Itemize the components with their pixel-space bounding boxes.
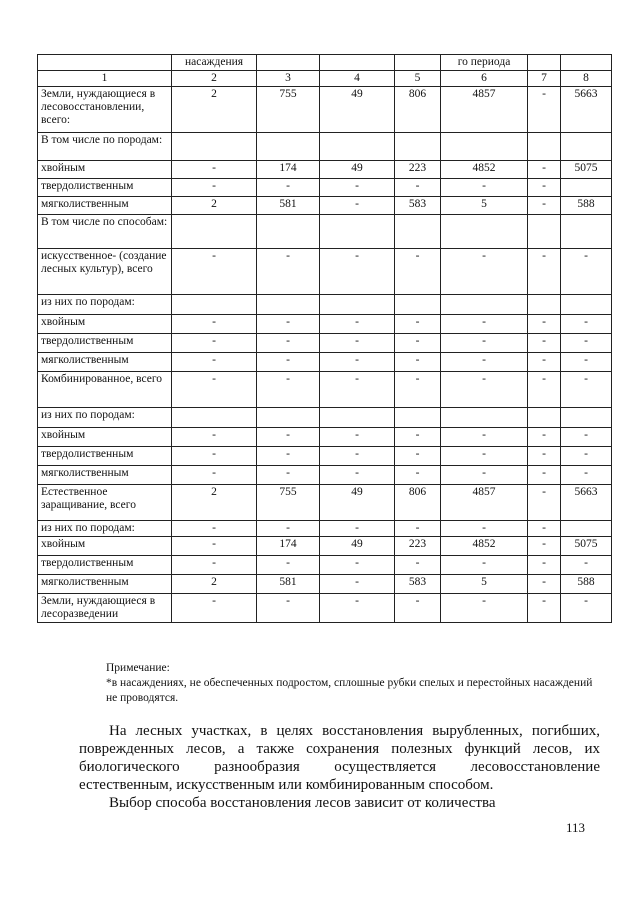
column-number-cell: 7 — [528, 71, 561, 87]
table-cell: 2 — [172, 87, 257, 133]
table-cell: - — [320, 594, 395, 623]
table-cell: - — [320, 466, 395, 485]
table-cell: - — [395, 447, 441, 466]
table-cell: - — [395, 353, 441, 372]
table-cell — [561, 295, 612, 315]
table-cell — [320, 133, 395, 161]
table-cell: - — [441, 466, 528, 485]
table-row — [38, 521, 612, 537]
table-cell — [528, 295, 561, 315]
table-row — [38, 466, 612, 485]
header-cell — [528, 55, 561, 71]
table-cell: - — [441, 179, 528, 197]
table-cell: - — [172, 161, 257, 179]
table-cell — [257, 295, 320, 315]
table-cell: - — [257, 594, 320, 623]
table-cell: - — [528, 334, 561, 353]
table-cell — [320, 215, 395, 249]
table-cell: 581 — [257, 575, 320, 594]
table-cell: - — [257, 428, 320, 447]
table-cell: - — [561, 556, 612, 575]
column-number-row — [38, 71, 612, 87]
table-cell: 49 — [320, 485, 395, 521]
table-cell: - — [172, 594, 257, 623]
table-cell: - — [172, 179, 257, 197]
table-cell — [172, 295, 257, 315]
table-cell: 5075 — [561, 537, 612, 556]
table-cell: - — [441, 556, 528, 575]
table-cell: - — [257, 179, 320, 197]
table-cell: - — [528, 372, 561, 408]
row-label: Естественное заращивание, всего — [38, 485, 172, 521]
table-cell: - — [528, 447, 561, 466]
table-cell: - — [395, 315, 441, 334]
header-cell — [257, 55, 320, 71]
table-cell: - — [441, 447, 528, 466]
table-cell: - — [320, 334, 395, 353]
table-cell: - — [561, 447, 612, 466]
table-row — [38, 249, 612, 295]
row-label: твердолиственным — [38, 334, 172, 353]
table-cell: - — [561, 594, 612, 623]
table-cell: - — [395, 334, 441, 353]
table-cell: 755 — [257, 87, 320, 133]
table-cell: - — [528, 197, 561, 215]
row-label: В том числе по породам: — [38, 133, 172, 161]
table-row — [38, 408, 612, 428]
table-cell: - — [172, 315, 257, 334]
table-cell — [257, 215, 320, 249]
table-cell: 2 — [172, 485, 257, 521]
row-label: твердолиственным — [38, 447, 172, 466]
table-cell: - — [172, 372, 257, 408]
header-cell: го периода — [441, 55, 528, 71]
table-cell — [320, 295, 395, 315]
row-label: Земли, нуждающиеся в лесовосстановлении, всего: — [38, 87, 172, 133]
table-cell: - — [257, 466, 320, 485]
row-label: В том числе по способам: — [38, 215, 172, 249]
table-cell: - — [172, 249, 257, 295]
table-row — [38, 215, 612, 249]
paragraph: На лесных участках, в целях восстановления вырубленных, погибших, поврежденных лесов, а также сохранения полезных функций лесов, их биологического разнообразия осуществляется лесовосстановление естественным, искусственным или комбинированным способом. — [79, 723, 600, 793]
column-number-cell: 2 — [172, 71, 257, 87]
row-label: твердолиственным — [38, 179, 172, 197]
table-cell: - — [528, 161, 561, 179]
table-cell — [395, 408, 441, 428]
table-row — [38, 575, 612, 594]
table-cell: - — [528, 466, 561, 485]
table-cell: - — [257, 353, 320, 372]
column-number-cell: 1 — [38, 71, 172, 87]
table-row — [38, 87, 612, 133]
table-cell: - — [395, 556, 441, 575]
row-label: мягколиственным — [38, 466, 172, 485]
table-cell: - — [395, 466, 441, 485]
table-cell: - — [528, 485, 561, 521]
table-cell: 583 — [395, 575, 441, 594]
table-cell: - — [441, 315, 528, 334]
column-number-cell: 3 — [257, 71, 320, 87]
table-cell: - — [561, 249, 612, 295]
table-row — [38, 447, 612, 466]
table-row — [38, 315, 612, 334]
row-label: из них по породам: — [38, 521, 172, 537]
row-label: мягколиственным — [38, 197, 172, 215]
table-cell: - — [320, 447, 395, 466]
table-cell: - — [320, 521, 395, 537]
table-cell: 223 — [395, 537, 441, 556]
table-row — [38, 133, 612, 161]
table-cell: 4852 — [441, 161, 528, 179]
table-cell: - — [441, 521, 528, 537]
column-number-cell: 5 — [395, 71, 441, 87]
table-cell — [172, 408, 257, 428]
reforestation-table — [37, 54, 612, 623]
table-cell: 755 — [257, 485, 320, 521]
table-cell: 49 — [320, 537, 395, 556]
table-cell: - — [257, 315, 320, 334]
table-cell: 5 — [441, 197, 528, 215]
table-cell: - — [320, 556, 395, 575]
table-cell: 583 — [395, 197, 441, 215]
row-label: Земли, нуждающиеся в лесоразведении — [38, 594, 172, 623]
table-cell: 2 — [172, 197, 257, 215]
table-cell: - — [441, 334, 528, 353]
row-label: мягколиственным — [38, 353, 172, 372]
table-cell: - — [441, 428, 528, 447]
table-row — [38, 537, 612, 556]
table-cell: - — [172, 353, 257, 372]
table-cell — [561, 408, 612, 428]
table-cell: - — [561, 353, 612, 372]
table-cell — [561, 133, 612, 161]
table-cell: 2 — [172, 575, 257, 594]
table-cell: - — [561, 315, 612, 334]
table-row — [38, 334, 612, 353]
table-cell: - — [441, 594, 528, 623]
table-cell — [395, 295, 441, 315]
table-cell — [172, 215, 257, 249]
table-cell — [528, 408, 561, 428]
table-row — [38, 594, 612, 623]
table-cell: 806 — [395, 485, 441, 521]
table-cell: 806 — [395, 87, 441, 133]
column-number-cell: 8 — [561, 71, 612, 87]
table-cell: - — [395, 372, 441, 408]
table-cell: - — [395, 521, 441, 537]
table-cell: - — [528, 87, 561, 133]
row-label: искусственное- (создание лесных культур), всего — [38, 249, 172, 295]
table-cell: 4857 — [441, 485, 528, 521]
header-cell — [561, 55, 612, 71]
table-cell: - — [172, 466, 257, 485]
table-cell — [257, 408, 320, 428]
table-cell: 4857 — [441, 87, 528, 133]
table-cell: - — [320, 249, 395, 295]
table-cell: - — [257, 372, 320, 408]
table-cell — [561, 215, 612, 249]
note-title: Примечание: — [106, 662, 170, 674]
header-cell: насаждения — [172, 55, 257, 71]
table-row — [38, 353, 612, 372]
table-cell: 49 — [320, 87, 395, 133]
table-cell: - — [257, 447, 320, 466]
table-cell: 5075 — [561, 161, 612, 179]
table-cell: - — [528, 428, 561, 447]
page-number: 113 — [566, 820, 586, 835]
table-cell — [395, 215, 441, 249]
table-cell: - — [172, 447, 257, 466]
table-cell: - — [320, 179, 395, 197]
table-cell — [561, 521, 612, 537]
table-cell: 49 — [320, 161, 395, 179]
table-cell — [320, 408, 395, 428]
table-cell: - — [528, 249, 561, 295]
row-label: хвойным — [38, 537, 172, 556]
row-label: хвойным — [38, 161, 172, 179]
table-cell: - — [172, 521, 257, 537]
table-row — [38, 485, 612, 521]
table-row — [38, 161, 612, 179]
table-row — [38, 179, 612, 197]
row-label: из них по породам: — [38, 408, 172, 428]
table-row — [38, 295, 612, 315]
table-cell: 5663 — [561, 485, 612, 521]
table-cell — [528, 133, 561, 161]
table-cell: - — [561, 372, 612, 408]
table-cell: - — [172, 334, 257, 353]
paragraph: Выбор способа восстановления лесов зависит от количества — [109, 795, 496, 811]
table-cell: 581 — [257, 197, 320, 215]
column-number-cell: 6 — [441, 71, 528, 87]
table-cell: - — [528, 556, 561, 575]
row-label: мягколиственным — [38, 575, 172, 594]
header-cell — [395, 55, 441, 71]
table-cell: - — [320, 353, 395, 372]
row-label: Комбинированное, всего — [38, 372, 172, 408]
table-cell: 5 — [441, 575, 528, 594]
table-cell: - — [528, 537, 561, 556]
table-cell — [395, 133, 441, 161]
table-row — [38, 372, 612, 408]
table-row — [38, 428, 612, 447]
table-cell: - — [320, 428, 395, 447]
table-cell: 588 — [561, 197, 612, 215]
table-cell — [528, 215, 561, 249]
table-cell: - — [528, 575, 561, 594]
table-cell: - — [320, 315, 395, 334]
table-cell: - — [561, 334, 612, 353]
table-cell: - — [528, 594, 561, 623]
table-cell: - — [257, 556, 320, 575]
table-cell — [561, 179, 612, 197]
table-cell: - — [528, 353, 561, 372]
header-cell — [38, 55, 172, 71]
column-number-cell: 4 — [320, 71, 395, 87]
table-cell: - — [320, 197, 395, 215]
table-cell: - — [441, 353, 528, 372]
table-cell — [441, 133, 528, 161]
header-row — [38, 55, 612, 71]
row-label: твердолиственным — [38, 556, 172, 575]
table-cell — [441, 215, 528, 249]
row-label: хвойным — [38, 315, 172, 334]
table-cell: - — [257, 521, 320, 537]
table-cell — [257, 133, 320, 161]
table-cell: - — [395, 428, 441, 447]
table-cell: 174 — [257, 161, 320, 179]
table-cell: - — [320, 372, 395, 408]
table-cell: - — [172, 556, 257, 575]
table-cell: - — [441, 372, 528, 408]
table-cell: - — [441, 249, 528, 295]
table-cell — [172, 133, 257, 161]
table-cell: - — [257, 249, 320, 295]
table-cell: - — [395, 594, 441, 623]
table-cell: - — [172, 537, 257, 556]
note-text: *в насаждениях, не обеспеченных подростом, сплошные рубки спелых и перестойных насаждений не проводятся. — [106, 677, 593, 704]
table-cell: 174 — [257, 537, 320, 556]
table-cell: 4852 — [441, 537, 528, 556]
table-cell: - — [257, 334, 320, 353]
table-cell: - — [320, 575, 395, 594]
table-cell: - — [561, 428, 612, 447]
header-cell — [320, 55, 395, 71]
table-cell: - — [561, 466, 612, 485]
table-cell: 5663 — [561, 87, 612, 133]
table-cell: - — [528, 521, 561, 537]
table-row — [38, 197, 612, 215]
table-cell — [441, 408, 528, 428]
table-cell: - — [172, 428, 257, 447]
table-cell: 588 — [561, 575, 612, 594]
table-cell: - — [395, 249, 441, 295]
table-cell: - — [528, 179, 561, 197]
row-label: из них по породам: — [38, 295, 172, 315]
row-label: хвойным — [38, 428, 172, 447]
table-cell: - — [395, 179, 441, 197]
table-row — [38, 556, 612, 575]
table-cell: 223 — [395, 161, 441, 179]
table-cell: - — [528, 315, 561, 334]
table-cell — [441, 295, 528, 315]
